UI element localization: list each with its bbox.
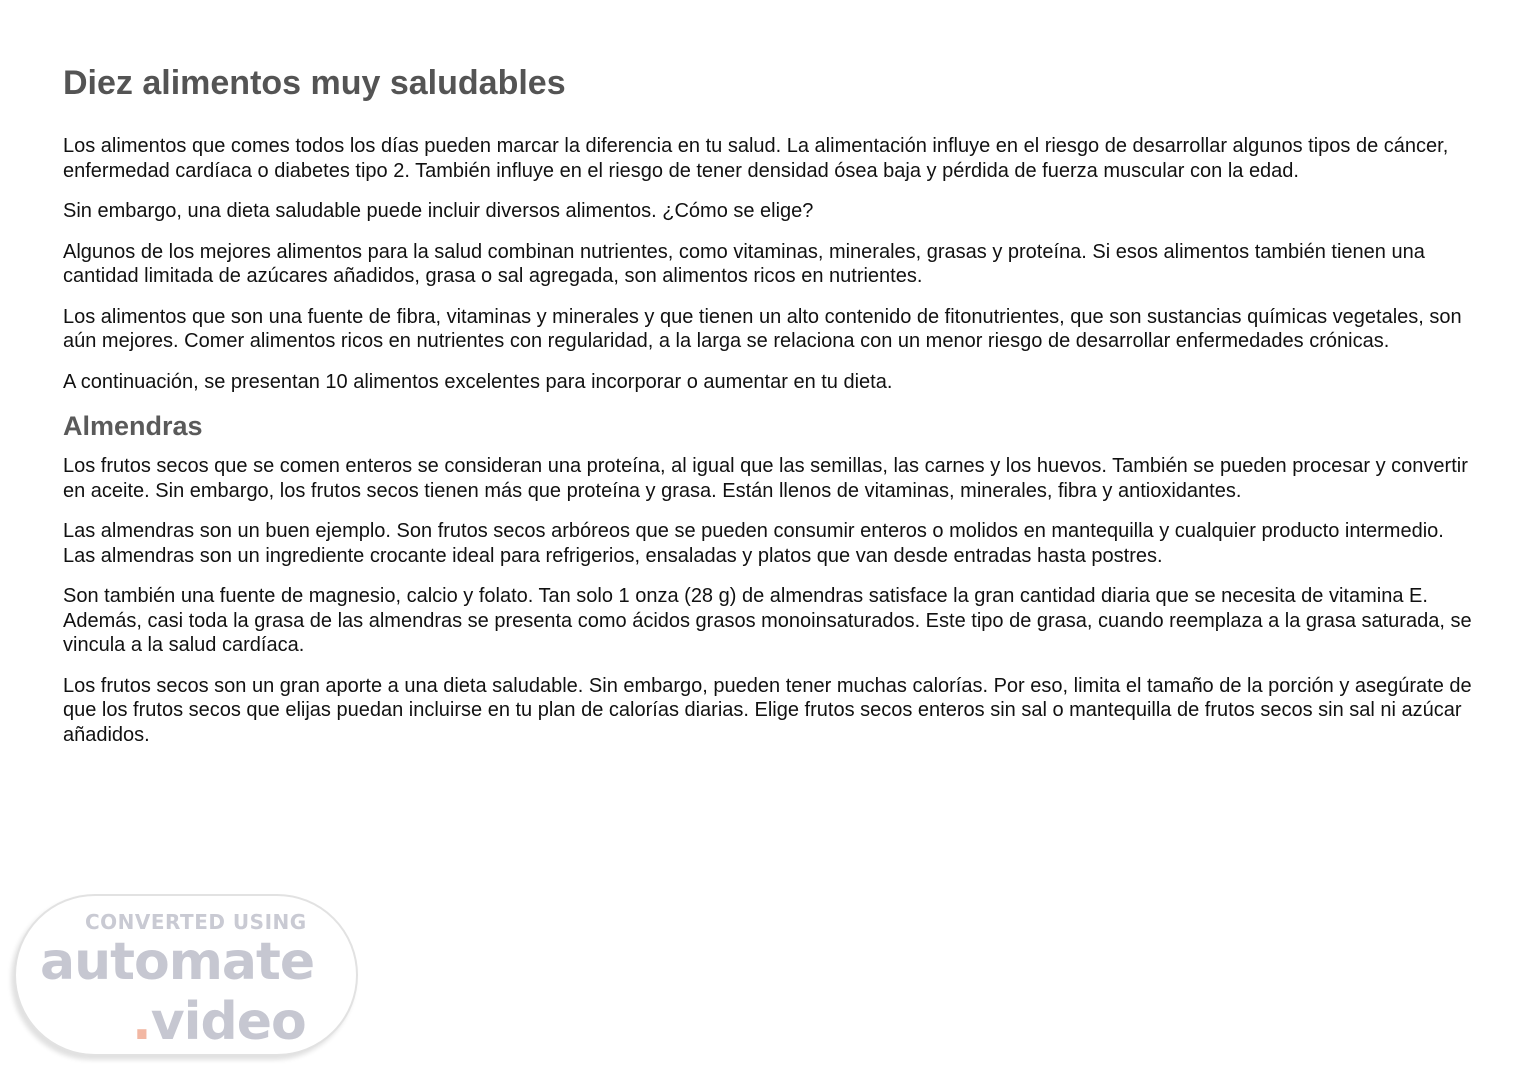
- watermark-badge: [14, 894, 358, 1056]
- watermark-logo-suffix: [132, 992, 306, 1052]
- watermark-suffix-text: video: [150, 992, 306, 1052]
- section-heading: Almendras: [63, 411, 203, 441]
- watermark-dot: .: [132, 992, 151, 1052]
- document-page: [63, 62, 1475, 763]
- section-paragraph: Las almendras son un buen ejemplo. Son frutos secos arbóreos que se pueden consumir enteros o molidos en mantequilla y cualquier producto intermedio. Las almendras son un ingrediente crocante ideal para refrigerios, ensaladas y platos que van desde entradas hasta postres.: [63, 520, 1444, 567]
- intro-paragraph: Los alimentos que son una fuente de fibra, vitaminas y minerales y que tienen un alto contenido de fitonutrientes, que son sustancias químicas vegetales, son aún mejores. Comer alimentos ricos en nutrientes con regularidad, a la larga se relaciona con un menor riesgo de desarrollar enfermedades crónicas.: [63, 305, 1462, 352]
- page-title: Diez alimentos muy saludables: [63, 64, 566, 102]
- intro-paragraph: Algunos de los mejores alimentos para la salud combinan nutrientes, como vitaminas, minerales, grasas y proteína. Si esos alimentos también tienen una cantidad limitada de azúcares añadidos, grasa o sal agregada, son alimentos ricos en nutrientes.: [63, 240, 1425, 287]
- section-paragraph: Son también una fuente de magnesio, calcio y folato. Tan solo 1 onza (28 g) de almendras satisface la gran cantidad diaria que se necesita de vitamina E. Además, casi toda la grasa de las almendras se presenta como ácidos grasos monoinsaturados. Este tipo de grasa, cuando reemplaza a la grasa saturada, se vincula a la salud cardíaca.: [63, 585, 1472, 656]
- section-paragraph: Los frutos secos son un gran aporte a una dieta saludable. Sin embargo, pueden tener muchas calorías. Por eso, limita el tamaño de la porción y asegúrate de que los frutos secos que elijas puedan incluirse en tu plan de calorías diarias. Elige frutos secos enteros sin sal o mantequilla de frutos secos sin sal ni azúcar añadidos.: [63, 674, 1472, 746]
- intro-paragraph: Sin embargo, una dieta saludable puede incluir diversos alimentos. ¿Cómo se elige?: [63, 200, 814, 222]
- watermark-caption: CONVERTED USING: [85, 910, 307, 934]
- intro-paragraph: Los alimentos que comes todos los días pueden marcar la diferencia en tu salud. La alimentación influye en el riesgo de desarrollar algunos tipos de cáncer, enfermedad cardíaca o diabetes tipo 2. También influye en el riesgo de tener densidad ósea baja y pérdida de fuerza muscular con la edad.: [63, 135, 1449, 182]
- section-paragraph: Los frutos secos que se comen enteros se consideran una proteína, al igual que las semillas, las carnes y los huevos. También se pueden procesar y convertir en aceite. Sin embargo, los frutos secos tienen más que proteína y grasa. Están llenos de vitaminas, minerales, fibra y antioxidantes.: [63, 455, 1468, 502]
- intro-paragraph: A continuación, se presentan 10 alimentos excelentes para incorporar o aumentar en tu dieta.: [63, 370, 893, 393]
- watermark-logo-text: automate: [40, 932, 315, 992]
